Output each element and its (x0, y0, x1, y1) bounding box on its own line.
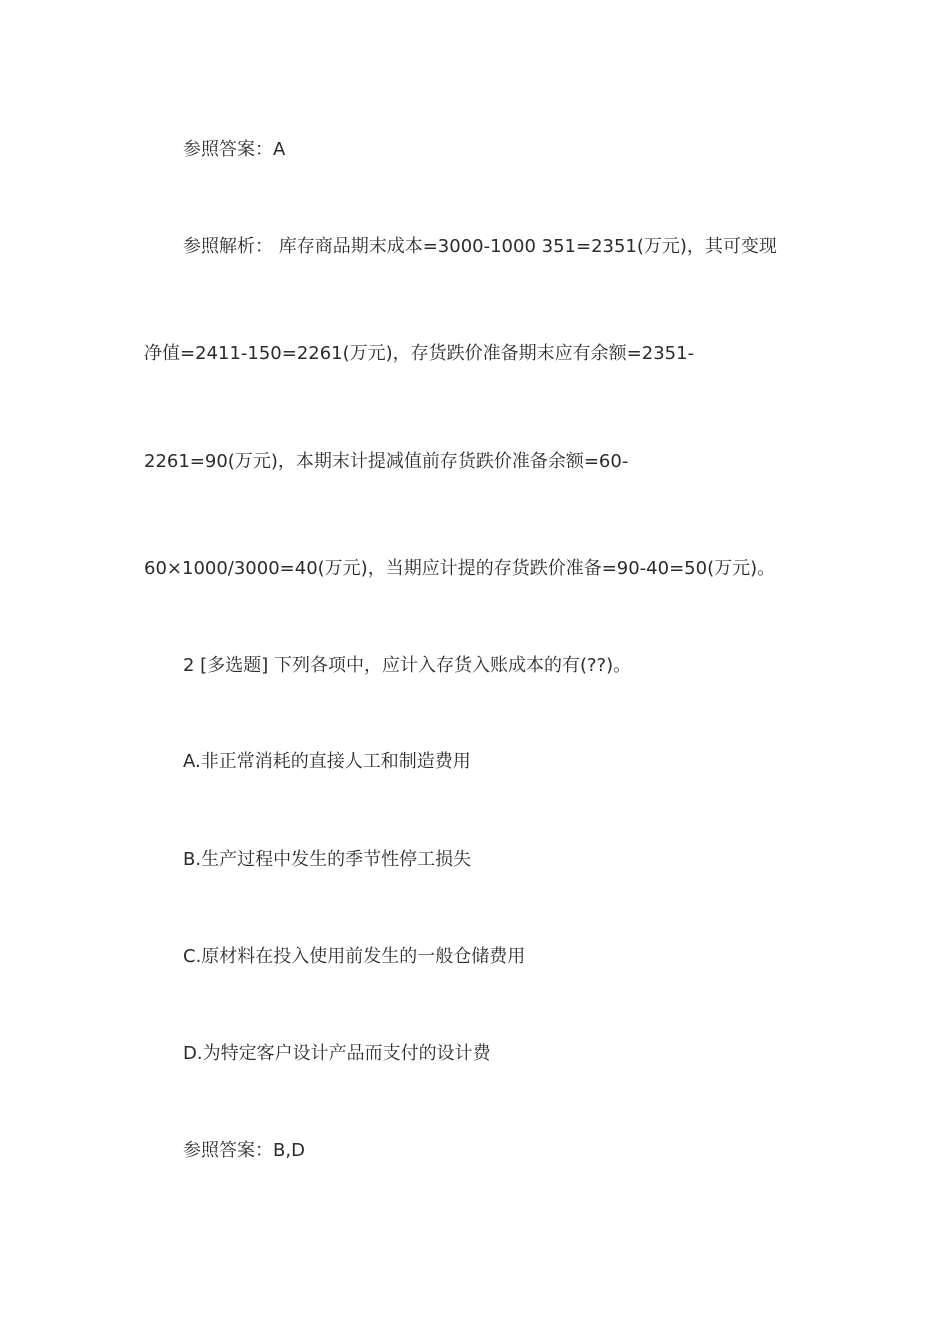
question-2-stem: 2 [多选题] 下列各项中，应计入存货入账成本的有(??)。 (183, 655, 632, 676)
analysis-line-2: 净值=2411-150=2261(万元)，存货跌价准备期末应有余额=2351- (144, 343, 695, 364)
question-2-option-b: B.生产过程中发生的季节性停工损失 (183, 849, 472, 870)
analysis-line-3: 2261=90(万元)，本期末计提减值前存货跌价准备余额=60- (144, 451, 629, 472)
analysis-line-4: 60×1000/3000=40(万元)，当期应计提的存货跌价准备=90-40=50(万元)。 (144, 558, 776, 579)
question-2-option-d: D.为特定客户设计产品而支付的设计费 (183, 1043, 491, 1064)
analysis-line-1: 参照解析： 库存商品期末成本=3000-1000 351=2351(万元)，其可变现 (183, 236, 777, 257)
question-2-option-a: A.非正常消耗的直接人工和制造费用 (183, 751, 471, 772)
answer-2-label: 参照答案：B,D (183, 1140, 305, 1161)
question-2-option-c: C.原材料在投入使用前发生的一般仓储费用 (183, 946, 526, 967)
answer-1-label: 参照答案：A (183, 139, 286, 160)
